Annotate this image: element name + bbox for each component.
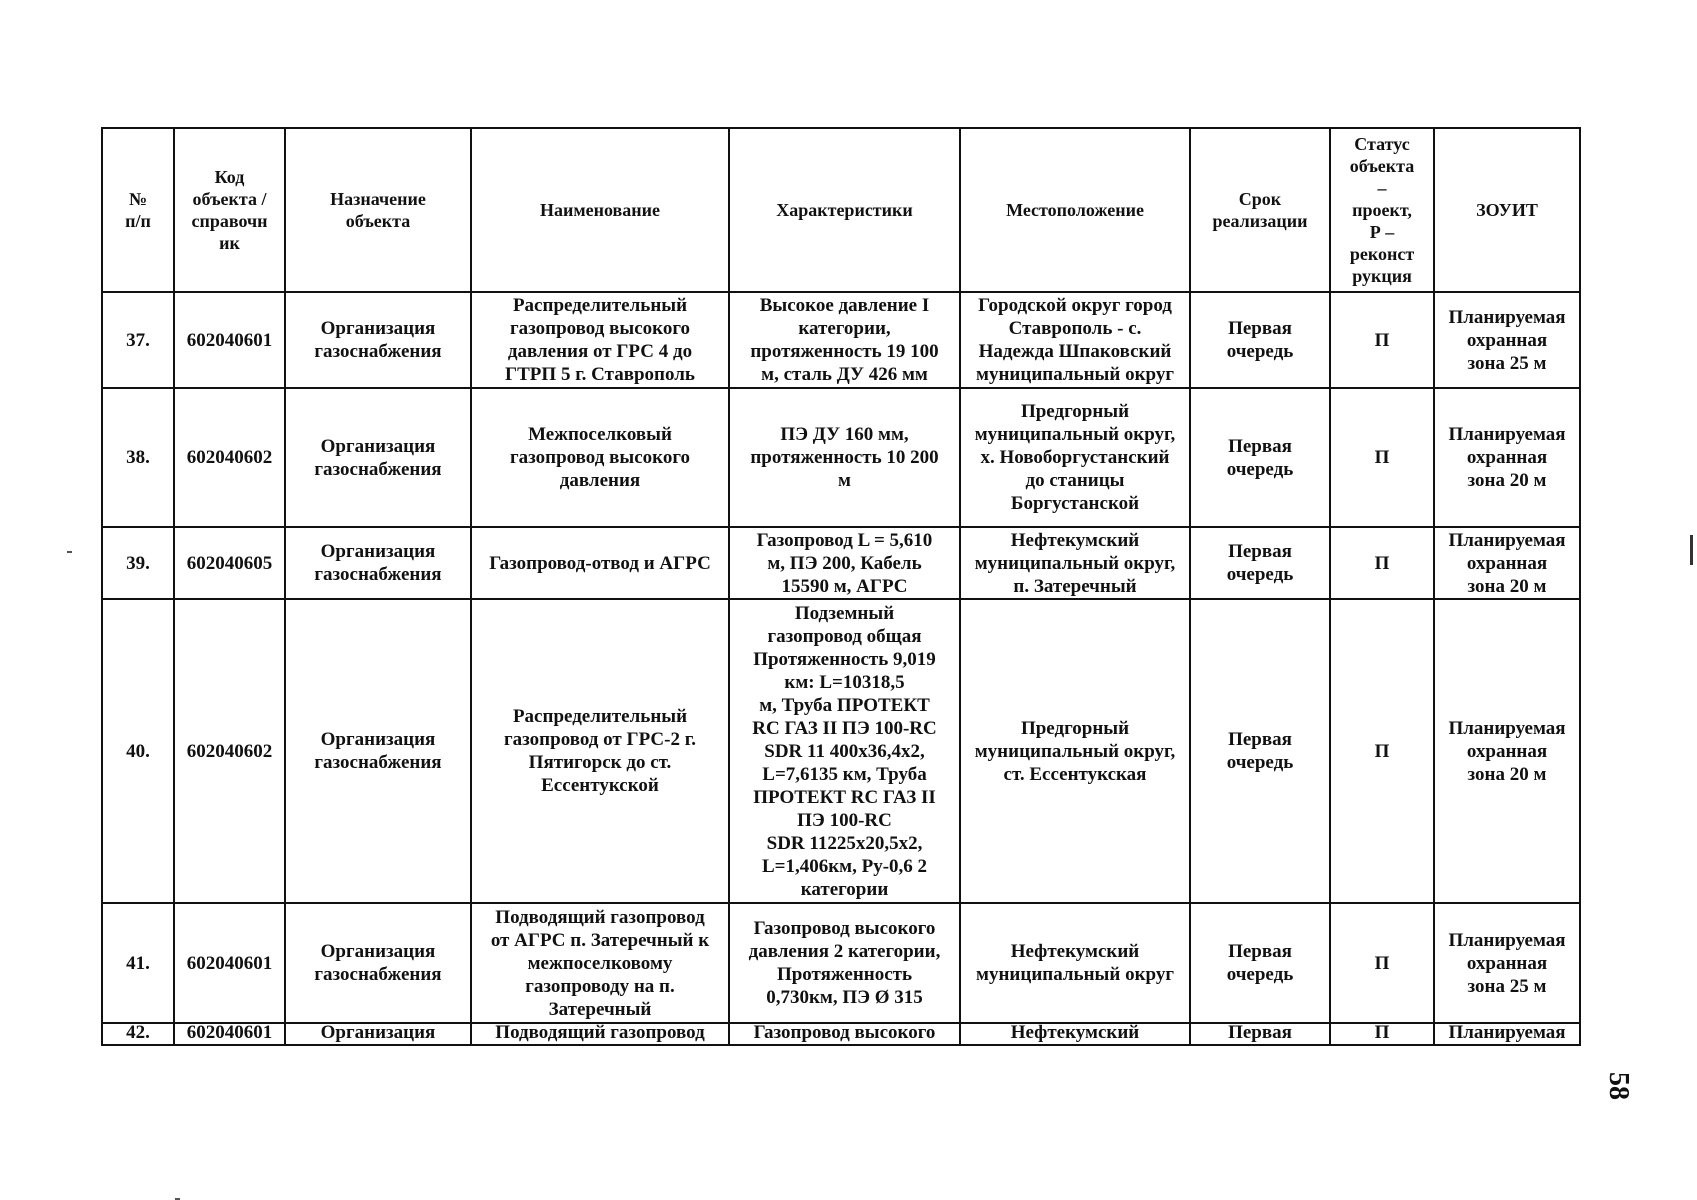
cell-num: 42. (102, 1023, 174, 1045)
cell-status: П (1330, 1023, 1434, 1045)
scan-speck (67, 551, 72, 553)
header-code: Код объекта / справочн ик (174, 128, 285, 292)
table-row (102, 388, 1580, 527)
cell-characteristics: Газопровод высокого давления 2 категории, Протяженность 0,730км, ПЭ Ø 315 (729, 903, 960, 1023)
cell-location: Нефтекумский муниципальный округ, п. Затеречный (960, 527, 1190, 599)
table-row (102, 527, 1580, 599)
cell-purpose: Организация газоснабжения (285, 527, 471, 599)
cell-purpose: Организация газоснабжения (285, 388, 471, 527)
scan-edge-mark (1690, 535, 1693, 565)
cell-zouit: Планируемая охранная зона 20 м (1434, 599, 1580, 903)
cell-status: П (1330, 599, 1434, 903)
cell-zouit: Планируемая охранная зона 20 м (1434, 527, 1580, 599)
cell-characteristics: ПЭ ДУ 160 мм, протяженность 10 200 м (729, 388, 960, 527)
cell-location: Нефтекумский муниципальный округ (960, 903, 1190, 1023)
table-row (102, 599, 1580, 903)
cell-purpose: Организация (285, 1023, 471, 1045)
cell-zouit: Планируемая охранная зона 25 м (1434, 903, 1580, 1023)
cell-num: 41. (102, 903, 174, 1023)
cell-term: Первая очередь (1190, 292, 1330, 388)
header-num: № п/п (102, 128, 174, 292)
cell-status: П (1330, 527, 1434, 599)
table-row (102, 903, 1580, 1023)
table-row (102, 292, 1580, 388)
cell-characteristics: Газопровод высокого (729, 1023, 960, 1045)
cell-characteristics: Высокое давление I категории, протяженность 19 100 м, сталь ДУ 426 мм (729, 292, 960, 388)
cell-name: Подводящий газопровод от АГРС п. Затеречный к межпоселковому газопроводу на п. Затеречный (471, 903, 729, 1023)
cell-term: Первая очередь (1190, 599, 1330, 903)
cell-location: Нефтекумский (960, 1023, 1190, 1045)
cell-term: Первая очередь (1190, 527, 1330, 599)
cell-num: 38. (102, 388, 174, 527)
header-zouit: ЗОУИТ (1434, 128, 1580, 292)
cell-zouit: Планируемая охранная зона 20 м (1434, 388, 1580, 527)
cell-characteristics: Подземный газопровод общая Протяженность 9,019 км: L=10318,5 м, Труба ПРОТЕКТ RC ГАЗ II ПЭ 100-RC SDR 11 400х36,4х2, L=7,6135 км, Труба ПРОТЕКТ RC ГАЗ II ПЭ 100-RC SDR 11225х20,5х2, L=1,406км, Ру-0,6 2 категории (729, 599, 960, 903)
cell-name: Распределительный газопровод от ГРС-2 г. Пятигорск до ст. Ессентукской (471, 599, 729, 903)
cell-name: Распределительный газопровод высокого давления от ГРС 4 до ГТРП 5 г. Ставрополь (471, 292, 729, 388)
cell-name: Межпоселковый газопровод высокого давления (471, 388, 729, 527)
cell-zouit: Планируемая (1434, 1023, 1580, 1045)
cell-code: 602040601 (174, 292, 285, 388)
header-characteristics: Характеристики (729, 128, 960, 292)
cell-location: Городской округ город Ставрополь - с. Надежда Шпаковский муниципальный округ (960, 292, 1190, 388)
cell-code: 602040601 (174, 1023, 285, 1045)
cell-status: П (1330, 903, 1434, 1023)
header-purpose: Назначение объекта (285, 128, 471, 292)
cell-code: 602040602 (174, 388, 285, 527)
cell-zouit: Планируемая охранная зона 25 м (1434, 292, 1580, 388)
header-term: Срок реализации (1190, 128, 1330, 292)
cell-purpose: Организация газоснабжения (285, 599, 471, 903)
cell-location: Предгорный муниципальный округ, ст. Ессентукская (960, 599, 1190, 903)
cell-name: Подводящий газопровод (471, 1023, 729, 1045)
header-name: Наименование (471, 128, 729, 292)
cell-status: П (1330, 388, 1434, 527)
cell-term: Первая (1190, 1023, 1330, 1045)
cell-num: 39. (102, 527, 174, 599)
cell-location: Предгорный муниципальный округ, х. Новоборгустанский до станицы Боргустанской (960, 388, 1190, 527)
header-location: Местоположение (960, 128, 1190, 292)
cell-term: Первая очередь (1190, 388, 1330, 527)
cell-purpose: Организация газоснабжения (285, 903, 471, 1023)
cell-purpose: Организация газоснабжения (285, 292, 471, 388)
objects-table (101, 127, 1581, 1046)
cell-term: Первая очередь (1190, 903, 1330, 1023)
cell-name: Газопровод-отвод и АГРС (471, 527, 729, 599)
cell-code: 602040601 (174, 903, 285, 1023)
page-number: 58 (1603, 1072, 1634, 1100)
cell-code: 602040602 (174, 599, 285, 903)
cell-num: 37. (102, 292, 174, 388)
header-status: Статус объекта – проект, Р – реконст рукция (1330, 128, 1434, 292)
cell-code: 602040605 (174, 527, 285, 599)
cell-characteristics: Газопровод L = 5,610 м, ПЭ 200, Кабель 15590 м, АГРС (729, 527, 960, 599)
cell-num: 40. (102, 599, 174, 903)
table-header-row (102, 128, 1580, 292)
cell-status: П (1330, 292, 1434, 388)
table-row (102, 1023, 1580, 1045)
